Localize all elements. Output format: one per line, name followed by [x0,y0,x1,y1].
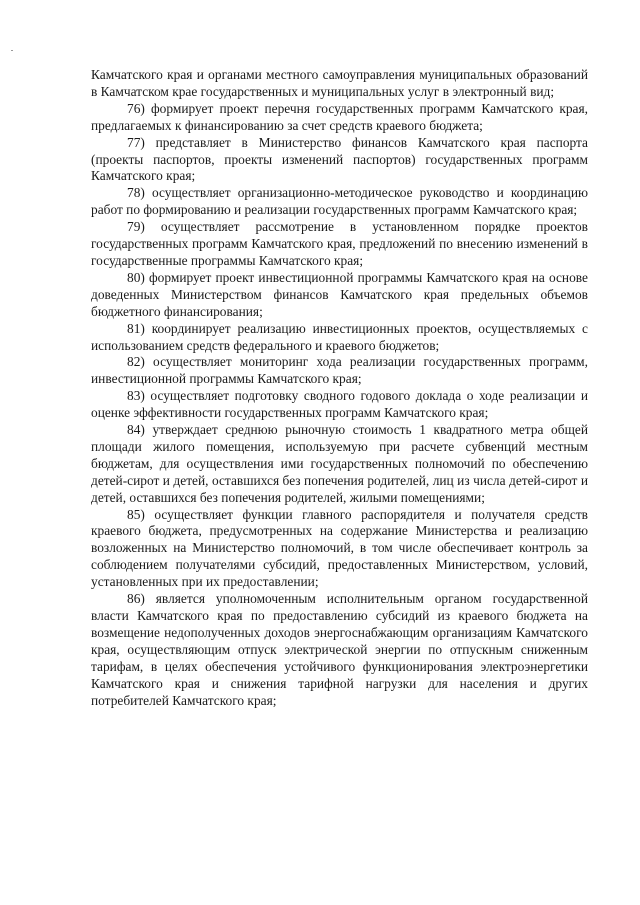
paragraph-continuation: Камчатского края и органами местного самоуправления муниципальных образований в Камчатском крае государственных и муниципальных услуг в электронный вид; [91,67,588,99]
paragraph-item-81: 81) координирует реализацию инвестиционных проектов, осуществляемых с использованием средств федерального и краевого бюджетов; [91,320,588,353]
paragraph-item-84: 84) утверждает среднюю рыночную стоимость 1 квадратного метра общей площади жилого помещения, используемую при расчете субвенций местным бюджетам, для осуществления ими государственных полномочий по обеспечению детей-сирот и детей, оставшихся без попечения родителей, лиц из числа детей-сирот и детей, оставшихся без попечения родителей, жилыми помещениями; [91,422,588,505]
scan-speck [11,50,13,51]
paragraph-item-79: 79) осуществляет рассмотрение в установленном порядке проектов государственных программ Камчатского края, предложений по внесению изменений в государственные программы Камчатского края; [91,219,588,268]
paragraph-item-78: 78) осуществляет организационно-методическое руководство и координацию работ по формированию и реализации государственных программ Камчатского края; [91,185,588,218]
paragraph-item-80: 80) формирует проект инвестиционной программы Камчатского края на основе доведенных Министерством финансов Камчатского края предельных объемов бюджетного финансирования; [91,269,588,319]
paragraph-item-82: 82) осуществляет мониторинг хода реализации государственных программ, инвестиционной программы Камчатского края; [91,354,588,387]
paragraph-item-83: 83) осуществляет подготовку сводного годового доклада о ходе реализации и оценке эффективности государственных программ Камчатского края; [91,388,588,421]
document-body [91,67,588,709]
paragraph-item-85: 85) осуществляет функции главного распорядителя и получателя средств краевого бюджета, предусмотренных на содержание Министерства и реализацию возложенных на Министерство полномочий, в том числе обеспечивает контроль за соблюдением получателями субсидий, предоставленных Министерством, условий, установленных при их предоставлении; [91,506,588,590]
paragraph-item-77: 77) представляет в Министерство финансов Камчатского края паспорта (проекты паспортов, проекты изменений паспортов) государственных программ Камчатского края; [91,134,588,184]
paragraph-item-86: 86) является уполномоченным исполнительным органом государственной власти Камчатского края по предоставлению субсидий из краевого бюджета на возмещение недополученных доходов энергоснабжающим организациям Камчатского края, осуществляющим отпуск электрической энергии по отпускным сниженным тарифам, в целях обеспечения устойчивого функционирования электроэнергетики Камчатского края и снижения тарифной нагрузки для населения и других потребителей Камчатского края; [91,591,588,708]
paragraph-item-76: 76) формирует проект перечня государственных программ Камчатского края, предлагаемых к финансированию за счет средств краевого бюджета; [91,100,588,133]
